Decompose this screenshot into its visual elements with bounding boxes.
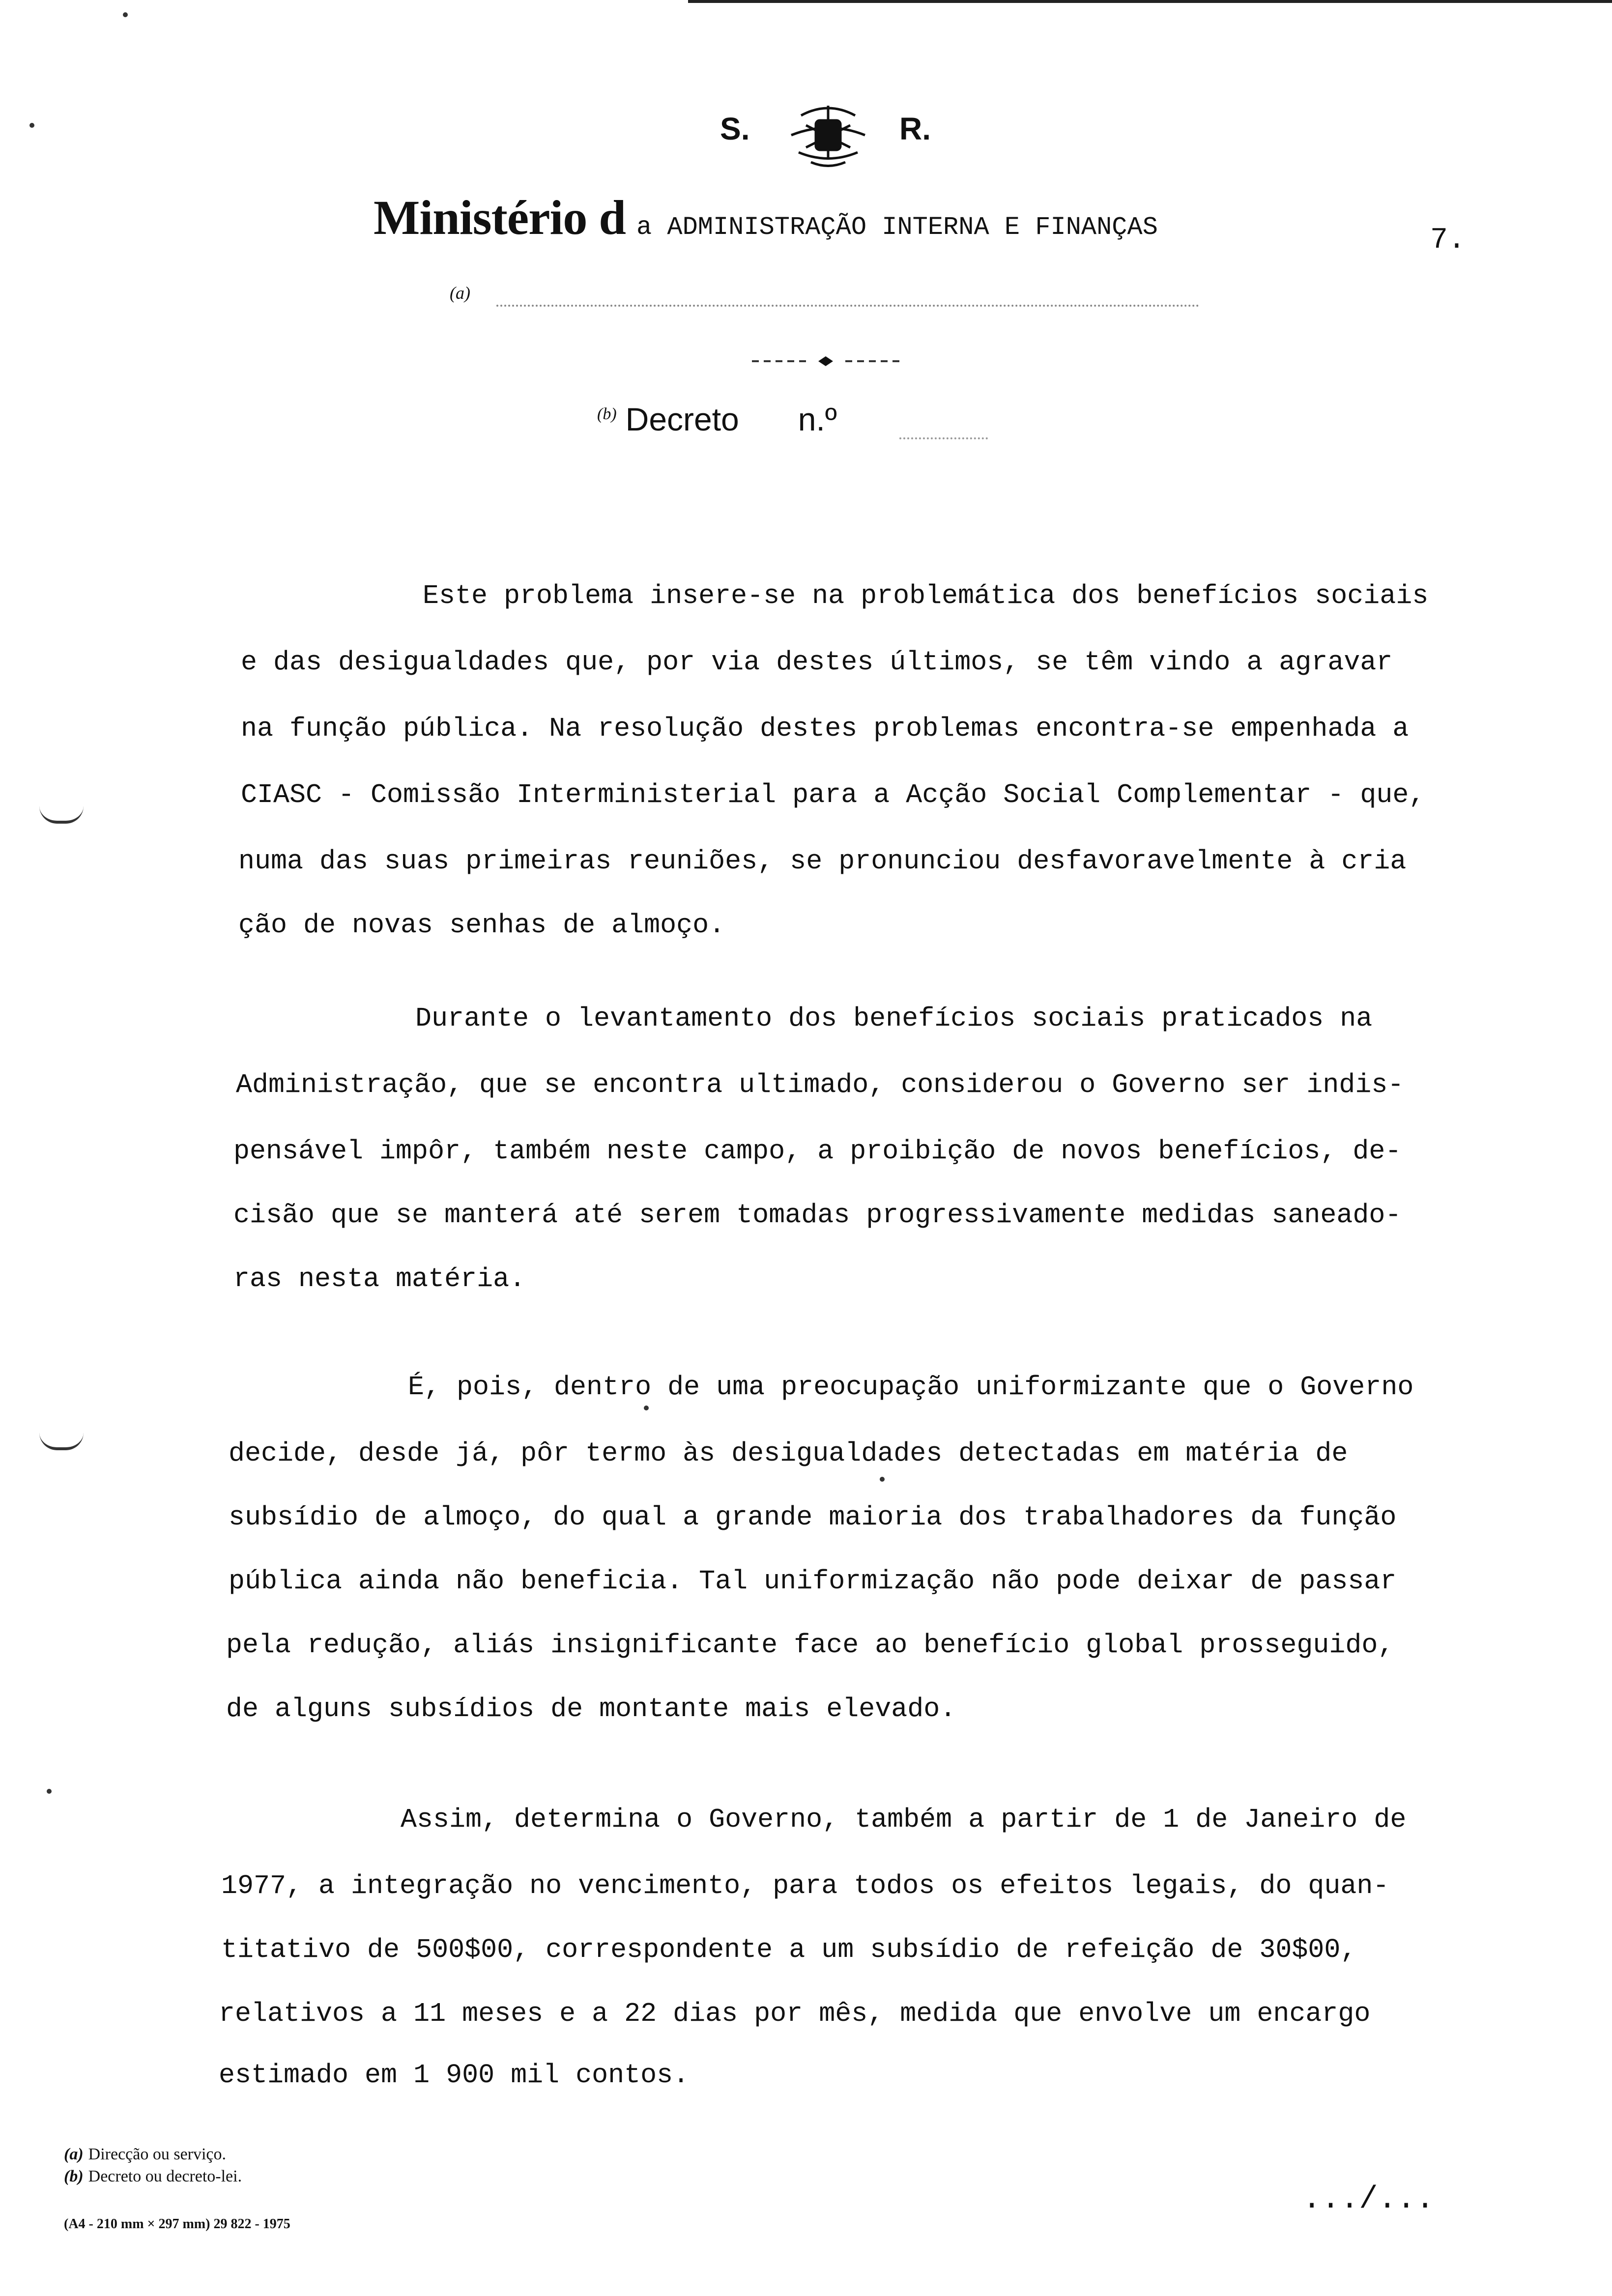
text-line: Este problema insere-se na problemática dos benefícios sociais [423, 580, 1429, 611]
text-line: É, pois, dentro de uma preocupação uniformizante que o Governo [408, 1372, 1414, 1403]
continuation-mark: .../... [1302, 2182, 1435, 2217]
decree-number-label: n.º [798, 401, 837, 437]
coat-of-arms-emblem [781, 101, 875, 170]
letterhead-s: S. [720, 111, 750, 146]
text-line: numa das suas primeiras reuniões, se pronunciou desfavoravelmente à cria [238, 846, 1407, 877]
page-number: 7. [1430, 224, 1466, 257]
scan-speck [880, 1477, 885, 1482]
text-line: Administração, que se encontra ultimado, considerou o Governo ser indis- [236, 1069, 1404, 1100]
hole-punch-mark [39, 806, 84, 824]
text-line: de alguns subsídios de montante mais elevado. [226, 1693, 956, 1724]
text-line: na função pública. Na resolução destes problemas encontra-se empenhada a [241, 713, 1409, 744]
decree-heading [597, 401, 837, 438]
text-line: pública ainda não beneficia. Tal uniformização não pode deixar de passar [229, 1566, 1397, 1597]
text-line: 1977, a integração no vencimento, para todos os efeitos legais, do quan- [221, 1870, 1389, 1901]
ministry-name: a ADMINISTRAÇÃO INTERNA E FINANÇAS [636, 213, 1158, 242]
text-line: ção de novas senhas de almoço. [238, 910, 725, 941]
text-line: Durante o levantamento dos benefícios sociais praticados na [415, 1003, 1373, 1034]
footnote-a [64, 2145, 226, 2164]
ministry-label: Ministério d [374, 190, 626, 245]
direction-ref: (a) [450, 283, 470, 303]
decree-ref: (b) [597, 405, 617, 423]
text-line: relativos a 11 meses e a 22 dias por mês, medida que envolve um encargo [219, 1998, 1371, 2029]
text-line: e das desigualdades que, por via destes últimos, se têm vindo a agravar [241, 647, 1393, 678]
ornament-separator [752, 356, 899, 366]
text-line: estimado em 1 900 mil contos. [219, 2060, 690, 2091]
text-line: CIASC - Comissão Interministerial para a Acção Social Complementar - que, [241, 779, 1425, 810]
footnote-b-text: Decreto ou decreto-lei. [88, 2167, 242, 2185]
footnote-a-text: Direcção ou serviço. [88, 2145, 227, 2163]
text-line: subsídio de almoço, do qual a grande maioria dos trabalhadores da função [229, 1502, 1397, 1533]
footnote-b [64, 2167, 242, 2186]
text-line: titativo de 500$00, correspondente a um subsídio de refeição de 30$00, [221, 1934, 1357, 1965]
ministry-heading [374, 189, 1158, 246]
text-line: cisão que se manterá até serem tomadas progressivamente medidas saneado- [233, 1200, 1402, 1231]
text-line: decide, desde já, pôr termo às desigualdades detectadas em matéria de [229, 1438, 1348, 1469]
footnote-a-ref: (a) [64, 2145, 84, 2163]
decree-number-blank [899, 437, 988, 439]
text-line: pela redução, aliás insignificante face ao benefício global prosseguido, [226, 1630, 1394, 1661]
text-line: pensável impôr, também neste campo, a proibição de novos benefícios, de- [233, 1136, 1402, 1167]
letterhead [0, 0, 1612, 197]
hole-punch-mark [39, 1433, 84, 1450]
direction-blank-line [496, 305, 1199, 307]
text-line: Assim, determina o Governo, também a partir de 1 de Janeiro de [401, 1804, 1407, 1835]
letterhead-r: R. [899, 111, 931, 146]
footnote-b-ref: (b) [64, 2167, 84, 2185]
scan-speck [47, 1789, 52, 1794]
text-line: ras nesta matéria. [233, 1263, 526, 1294]
decree-label: Decreto [625, 401, 739, 437]
print-code: (A4 - 210 mm × 297 mm) 29 822 - 1975 [64, 2216, 290, 2232]
scan-speck [644, 1406, 649, 1410]
